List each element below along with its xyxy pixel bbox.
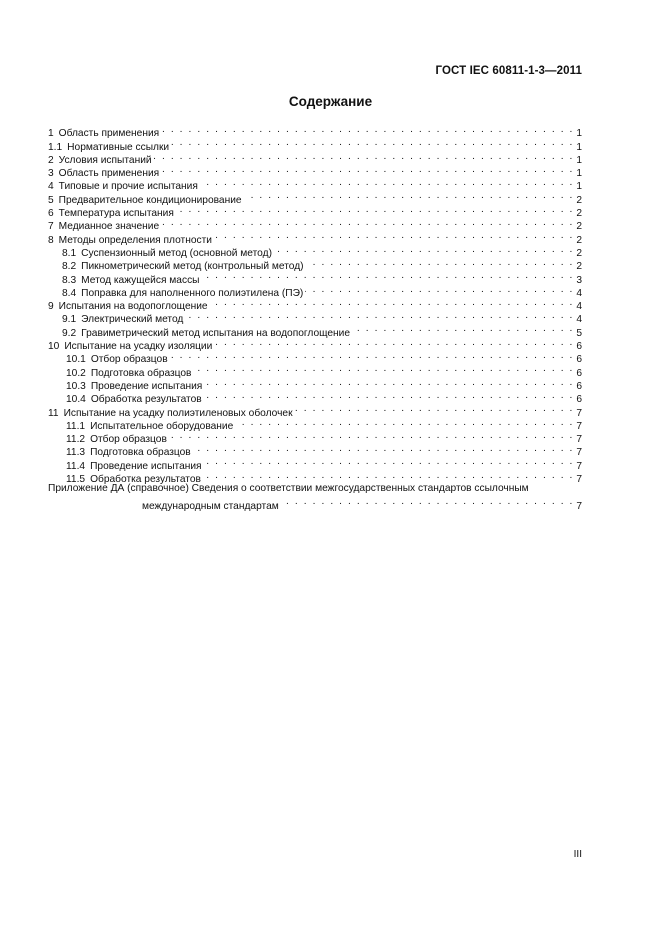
toc-entry-title: Испытание на усадку изоляции bbox=[64, 341, 213, 353]
toc-dot-leader bbox=[306, 256, 574, 269]
toc-entry-number: 11 bbox=[48, 407, 59, 419]
document-code-header: ГОСТ IEC 60811-1-3—2011 bbox=[435, 65, 582, 77]
toc-entry-page: 4 bbox=[576, 287, 582, 299]
toc-dot-leader bbox=[305, 283, 574, 296]
toc-entry-page: 6 bbox=[576, 367, 582, 379]
toc-entry-title: Метод кажущейся массы bbox=[81, 274, 200, 286]
toc-entry-number: 10 bbox=[48, 341, 60, 353]
toc-entry-number: 1.1 bbox=[48, 141, 63, 153]
toc-entry-number: 7 bbox=[48, 221, 54, 233]
toc-entry-title: Проведение испытания bbox=[90, 380, 203, 392]
toc-dot-leader bbox=[281, 495, 574, 508]
toc-entry-page: 6 bbox=[576, 380, 582, 392]
toc-dot-leader bbox=[235, 416, 574, 429]
toc-entry bbox=[48, 123, 582, 140]
toc-entry-page: 6 bbox=[576, 354, 582, 366]
toc-dot-leader bbox=[161, 123, 574, 136]
toc-entry-number: 8.1 bbox=[62, 247, 77, 259]
toc-entry-number: 10.1 bbox=[66, 354, 86, 366]
toc-entry-title: Предварительное кондиционирование bbox=[58, 194, 242, 206]
toc-entry-number: 6 bbox=[48, 208, 54, 220]
toc-entry-page: 7 bbox=[576, 474, 582, 486]
toc-entry-page: 3 bbox=[576, 274, 582, 286]
toc-annex-line2: международным стандартам bbox=[142, 500, 279, 512]
toc-entry-title: Область применения bbox=[58, 128, 160, 140]
toc-entry-page: 6 bbox=[576, 341, 582, 353]
toc-entry-title: Медианное значение bbox=[58, 221, 160, 233]
toc-dot-leader bbox=[170, 349, 574, 362]
toc-entry-page: 5 bbox=[576, 327, 582, 339]
toc-entry-title: Область применения bbox=[58, 168, 160, 180]
toc-dot-leader bbox=[154, 150, 574, 163]
toc-entry-page: 1 bbox=[576, 181, 582, 193]
toc-entry-number: 11.5 bbox=[66, 474, 86, 486]
toc-entry-title: Условия испытаний bbox=[58, 154, 152, 166]
toc-entry-title: Отбор образцов bbox=[90, 434, 167, 446]
toc-dot-leader bbox=[200, 176, 574, 189]
toc-entry-title: Отбор образцов bbox=[90, 354, 168, 366]
toc-annex-page: 7 bbox=[576, 500, 582, 512]
toc-entry-page: 1 bbox=[576, 168, 582, 180]
toc-entry-number: 8 bbox=[48, 234, 54, 246]
toc-entry-number: 10.2 bbox=[66, 367, 86, 379]
toc-entry-title: Испытательное оборудование bbox=[90, 420, 234, 432]
toc-entries bbox=[48, 123, 582, 486]
toc-entry-title: Типовые и прочие испытания bbox=[58, 181, 198, 193]
toc-entry-number: 4 bbox=[48, 181, 54, 193]
toc-entry-page: 7 bbox=[576, 434, 582, 446]
toc-entry-page: 7 bbox=[576, 447, 582, 459]
toc-entry-title: Пикнометрический метод (контрольный метод) bbox=[81, 261, 304, 273]
toc-entry-number: 11.4 bbox=[66, 460, 86, 472]
toc-entry-page: 6 bbox=[576, 394, 582, 406]
toc-dot-leader bbox=[204, 455, 574, 468]
toc-entry-number: 11.3 bbox=[66, 447, 86, 459]
toc-dot-leader bbox=[201, 269, 574, 282]
toc-annex-entry bbox=[48, 495, 582, 512]
toc-entry-page: 7 bbox=[576, 460, 582, 472]
toc-entry-title: Обработка результатов bbox=[90, 394, 202, 406]
toc-entry-page: 7 bbox=[576, 420, 582, 432]
toc-dot-leader bbox=[171, 136, 574, 149]
toc-entry-page: 1 bbox=[576, 141, 582, 153]
toc-entry-page: 7 bbox=[576, 407, 582, 419]
toc-entry-number: 9 bbox=[48, 301, 54, 313]
toc-dot-leader bbox=[204, 389, 574, 402]
toc-dot-leader bbox=[203, 469, 574, 482]
toc-entry-title: Нормативные ссылки bbox=[67, 141, 170, 153]
toc-entry-page: 1 bbox=[576, 128, 582, 140]
toc-dot-leader bbox=[169, 429, 574, 442]
toc-entry-number: 10.4 bbox=[66, 394, 86, 406]
toc-entry-number: 8.4 bbox=[62, 287, 77, 299]
toc-entry-title: Поправка для наполненного полиэтилена (ПЭ) bbox=[81, 287, 304, 299]
toc-entry-page: 2 bbox=[576, 194, 582, 206]
toc-dot-leader bbox=[352, 322, 574, 335]
toc-title: Содержание bbox=[288, 94, 373, 109]
toc-entry-number: 3 bbox=[48, 168, 54, 180]
toc-dot-leader bbox=[193, 362, 574, 375]
toc-dot-leader bbox=[185, 309, 574, 322]
toc-entry-number: 9.2 bbox=[62, 327, 77, 339]
toc-entry-number: 5 bbox=[48, 194, 54, 206]
toc-entry-number: 8.3 bbox=[62, 274, 77, 286]
toc-dot-leader bbox=[295, 402, 574, 415]
toc-entry-page: 2 bbox=[576, 261, 582, 273]
toc-entry-title: Обработка результатов bbox=[90, 474, 201, 486]
toc-entry-page: 2 bbox=[576, 234, 582, 246]
toc-dot-leader bbox=[161, 163, 574, 176]
toc-entry-title: Подготовка образцов bbox=[90, 367, 192, 379]
toc-entry-page: 2 bbox=[576, 221, 582, 233]
toc-dot-leader bbox=[176, 203, 574, 216]
toc-entry-number: 10.3 bbox=[66, 380, 86, 392]
toc-entry-page: 4 bbox=[576, 314, 582, 326]
toc-entry-title: Проведение испытания bbox=[90, 460, 202, 472]
table-of-contents bbox=[48, 123, 582, 512]
toc-entry-page: 2 bbox=[576, 208, 582, 220]
toc-entry-number: 2 bbox=[48, 154, 54, 166]
toc-dot-leader bbox=[204, 376, 574, 389]
toc-annex-line1: Приложение ДА (справочное) Сведения о соответствии межгосударственных стандартов ссылочным bbox=[48, 483, 529, 495]
toc-dot-leader bbox=[193, 442, 574, 455]
toc-entry-title: Методы определения плотности bbox=[58, 234, 212, 246]
toc-entry-title: Электрический метод bbox=[81, 314, 184, 326]
toc-entry-title: Подготовка образцов bbox=[90, 447, 191, 459]
toc-entry-number: 11.2 bbox=[66, 434, 86, 446]
toc-entry-page: 1 bbox=[576, 154, 582, 166]
toc-entry-title: Испытания на водопоглощение bbox=[58, 301, 208, 313]
toc-dot-leader bbox=[244, 189, 574, 202]
toc-entry-number: 1 bbox=[48, 128, 54, 140]
toc-dot-leader bbox=[214, 336, 574, 349]
toc-entry-title: Суспензионный метод (основной метод) bbox=[81, 247, 272, 259]
toc-entry-number: 11.1 bbox=[66, 420, 86, 432]
toc-dot-leader bbox=[210, 296, 574, 309]
toc-entry-page: 2 bbox=[576, 247, 582, 259]
page-number: III bbox=[573, 849, 582, 860]
toc-entry-page: 4 bbox=[576, 301, 582, 313]
toc-dot-leader bbox=[274, 243, 574, 256]
toc-entry-number: 9.1 bbox=[62, 314, 77, 326]
toc-entry-title: Испытание на усадку полиэтиленовых оболочек bbox=[63, 407, 293, 419]
toc-dot-leader bbox=[161, 216, 574, 229]
toc-entry-title: Температура испытания bbox=[58, 208, 174, 220]
toc-entry-number: 8.2 bbox=[62, 261, 77, 273]
toc-entry-title: Гравиметрический метод испытания на водопоглощение bbox=[81, 327, 351, 339]
toc-dot-leader bbox=[214, 229, 574, 242]
